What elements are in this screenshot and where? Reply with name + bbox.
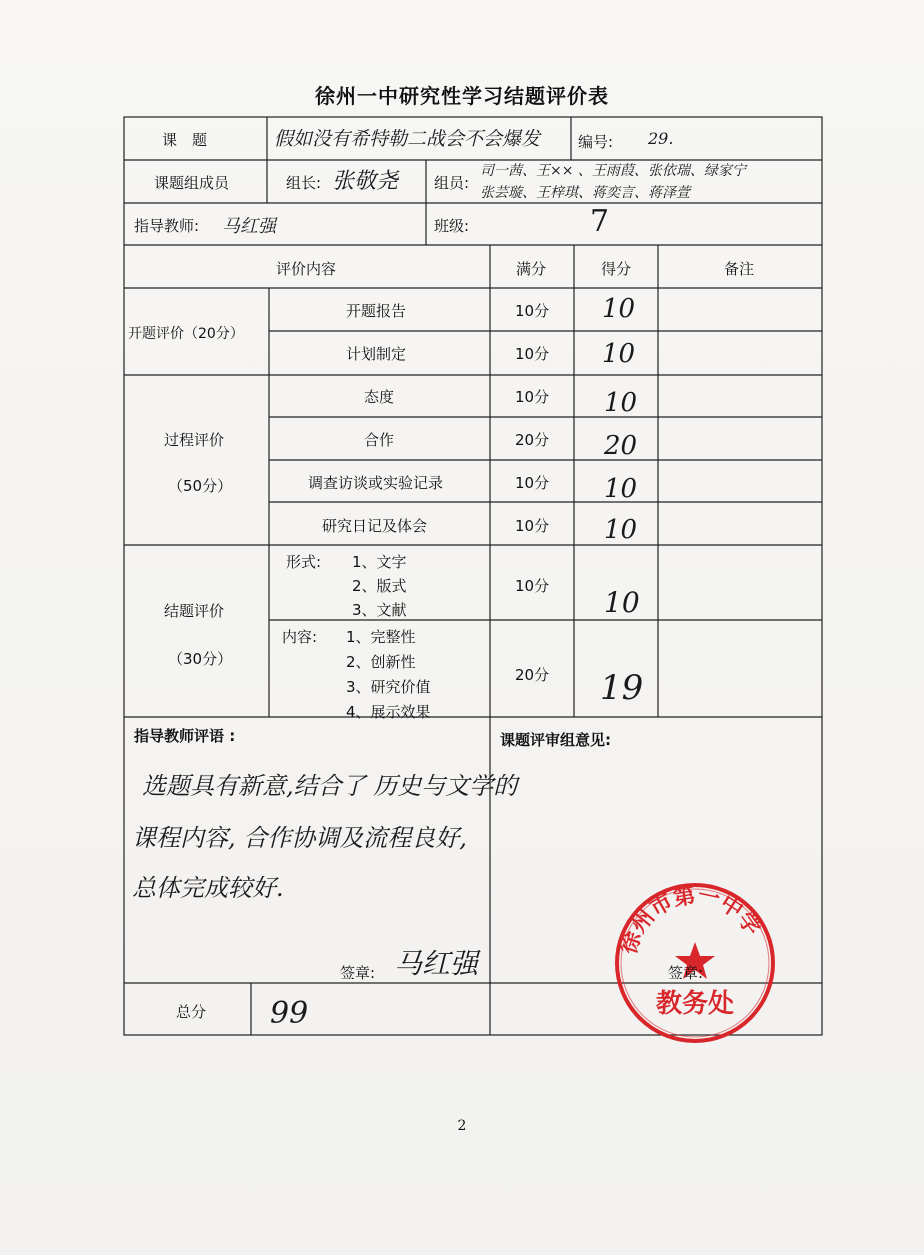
remarks-header: 备注 [724, 260, 755, 278]
content-line: 1、完整性 [346, 628, 416, 646]
members-label: 课题组成员 [154, 174, 230, 192]
content-full: 20分 [515, 666, 550, 684]
page-number: 2 [457, 1118, 467, 1134]
topic-value: 假如没有希特勒二战会不会爆发 [274, 128, 541, 150]
row-item: 开题报告 [346, 302, 407, 320]
row-item: 态度 [364, 388, 395, 406]
members-line-1: 司一茜、王×× 、王雨葭、张依瑞、绿家宁 [480, 163, 746, 179]
row-item: 研究日记及体会 [322, 517, 428, 535]
content-score: 19 [600, 668, 644, 708]
teacher-sign-label: 签章: [340, 964, 376, 982]
form-line: 2、版式 [352, 577, 407, 595]
form-line: 3、文献 [352, 601, 407, 619]
leader-label: 组长: [286, 174, 322, 192]
number-label: 编号: [578, 133, 614, 151]
teacher-signature: 马红强 [394, 947, 479, 980]
section-process-title: 过程评价 [164, 431, 225, 449]
section-final-title: 结题评价 [164, 602, 225, 620]
section-process-points: （50分） [168, 477, 233, 495]
row-score: 20 [604, 431, 638, 461]
row-full: 20分 [515, 431, 550, 449]
page-title: 徐州一中研究性学习结题评价表 [315, 84, 609, 108]
content-line: 2、创新性 [346, 653, 416, 671]
total-label: 总分 [176, 1003, 207, 1021]
content-line: 3、研究价值 [346, 678, 431, 696]
row-score: 10 [602, 339, 636, 369]
form-full: 10分 [515, 577, 550, 595]
number-value: 29. [648, 129, 674, 148]
total-value: 99 [270, 996, 309, 1031]
score-header: 得分 [601, 260, 632, 278]
teacher-comment-label: 指导教师评语 : [134, 727, 236, 745]
form-head: 形式: [286, 553, 322, 571]
teacher-label: 指导教师: [134, 217, 200, 235]
eval-content-header: 评价内容 [276, 260, 337, 278]
row-score: 10 [604, 474, 638, 504]
topic-label: 课 题 [162, 131, 208, 149]
section-final-points: （30分） [168, 650, 233, 668]
form-score: 10 [604, 586, 640, 619]
teacher-comment-line-1: 选题具有新意,结合了 历史与文学的 [142, 772, 518, 800]
stamp-ring-text: 徐州市第一中学 [615, 882, 767, 958]
full-score-header: 满分 [516, 260, 547, 278]
teacher-comment-line-3: 总体完成较好. [132, 874, 284, 902]
leader-value: 张敬尧 [332, 169, 399, 194]
form-line: 1、文字 [352, 553, 407, 571]
class-label: 班级: [434, 217, 470, 235]
class-value: 7 [590, 204, 610, 239]
content-line: 4、展示效果 [346, 703, 431, 721]
teacher-value: 马红强 [222, 216, 276, 237]
row-full: 10分 [515, 302, 550, 320]
row-item: 调查访谈或实验记录 [308, 474, 444, 492]
row-score: 10 [604, 388, 638, 418]
row-full: 10分 [515, 345, 550, 363]
row-score: 10 [604, 515, 638, 545]
section-opening: 开题评价（20分） [128, 326, 244, 342]
panel-comment-label: 课题评审组意见: [500, 731, 611, 749]
members-line-2: 张芸璇、王梓琪、蒋奕言、蒋泽萱 [480, 185, 690, 201]
panel-sign-label: 签章: [668, 964, 704, 982]
member-list-label: 组员: [434, 174, 470, 192]
row-full: 10分 [515, 388, 550, 406]
teacher-comment-line-2: 课程内容, 合作协调及流程良好, [132, 824, 467, 852]
row-item: 合作 [364, 431, 395, 449]
row-full: 10分 [515, 517, 550, 535]
row-score: 10 [602, 294, 636, 324]
row-item: 计划制定 [346, 345, 407, 363]
svg-text:教务处: 教务处 [655, 989, 735, 1019]
content-head: 内容: [282, 628, 318, 646]
row-full: 10分 [515, 474, 550, 492]
